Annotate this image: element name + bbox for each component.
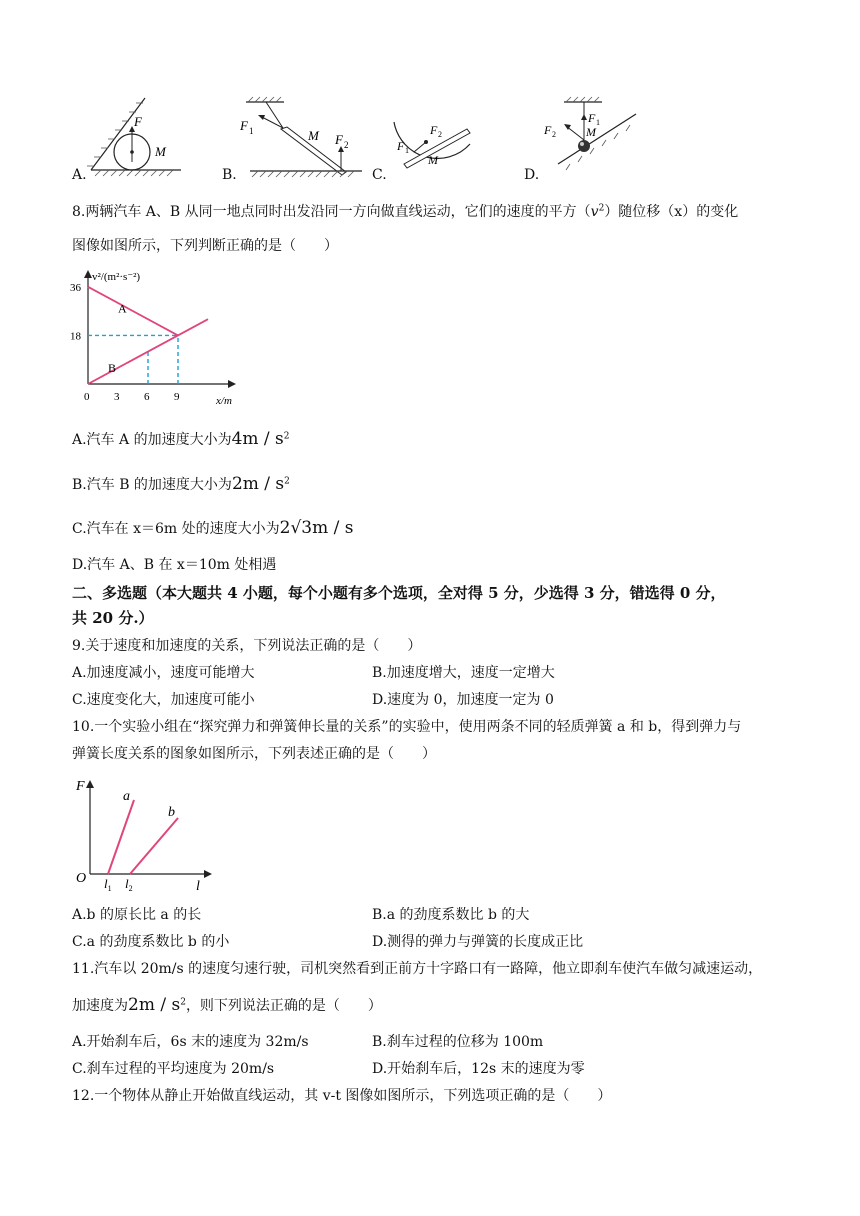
x-tick-label-3: 3 <box>114 391 120 403</box>
x-axis-arrow-icon <box>204 870 212 878</box>
q8-option-a: A.汽车 A 的加速度大小为$4m / s^2$ <box>72 429 290 449</box>
y-axis-arrow-icon <box>86 780 94 788</box>
mass-label-m: M <box>586 125 596 139</box>
q8-option-a-value: 4m / s <box>231 429 284 449</box>
q11-stem-text-end: ，则下列说法正确的是（ ） <box>185 998 382 1014</box>
mass-label-m: M <box>428 153 438 167</box>
y-tick-label-18: 18 <box>70 330 81 343</box>
q7-option-d-label: D. <box>524 167 540 183</box>
q8-option-b: B.汽车 B 的加速度大小为$2m / s^2$ <box>72 474 290 494</box>
y-tick-label-36: 36 <box>70 281 81 294</box>
q11-option-c: C.刹车过程的平均速度为 20m/s <box>72 1061 275 1077</box>
x-axis-arrow-icon <box>228 380 236 388</box>
q10-option-d: D.测得的弹力与弹簧的长度成正比 <box>372 934 584 950</box>
subscript-2: 2 <box>552 130 556 139</box>
q7-option-c-label: C. <box>372 167 387 183</box>
q7-figure-a <box>85 92 195 180</box>
tick-l2: $l_2$ <box>125 876 133 893</box>
q8-option-b-text: B.汽车 B 的加速度大小为 <box>72 477 232 493</box>
x-tick-label-6: 6 <box>144 391 150 403</box>
series-a-label: a <box>123 789 130 804</box>
origin-label: O <box>76 871 87 886</box>
series-a-line <box>88 287 178 336</box>
q10-f-l-chart <box>68 772 218 896</box>
subscript-1: 1 <box>249 126 254 136</box>
q12-stem: 12.一个物体从静止开始做直线运动，其 v-t 图像如图所示，下列选项正确的是（ ） <box>72 1088 612 1104</box>
q8-stem-line2: 图像如图所示，下列判断正确的是（ ） <box>72 238 338 254</box>
q8-option-c <box>72 518 354 539</box>
q11-stem-line2: 加速度为$2m / s^2$，则下列说法正确的是（ ） <box>72 995 382 1015</box>
series-a-label: A <box>118 301 127 316</box>
force-label-f2: F <box>430 123 438 137</box>
q8-option-c-value: 2√3m / s <box>279 518 354 538</box>
q8-stem-line1: 8.两辆汽车 A、B 从同一地点同时出发沿同一方向做直线运动，它们的速度的平方$(v^2)$随位移（x）的变化 <box>72 203 739 220</box>
q7-option-a-label: A. <box>72 167 87 183</box>
q8-option-d: D.汽车 A、B 在 x＝10m 处相遇 <box>72 557 277 573</box>
q10-stem-line1: 10.一个实验小组在“探究弹力和弹簧伸长量的关系”的实验中，使用两条不同的轻质弹簧 a 和 b，得到弹力与 <box>72 719 742 735</box>
q10-stem-line2: 弹簧长度关系的图象如图所示，下列表述正确的是（ ） <box>72 746 436 762</box>
force-label-f2: F <box>544 123 552 137</box>
q10-option-b: B.a 的劲度系数比 b 的大 <box>372 907 530 923</box>
q11-option-b: B.刹车过程的位移为 100m <box>372 1034 544 1050</box>
q9-option-b: B.加速度增大，速度一定增大 <box>372 665 555 681</box>
q11-acceleration-value: 2m / s <box>128 995 181 1015</box>
series-b-line <box>130 818 178 874</box>
y-axis-label: v²/(m²·s⁻²) <box>92 271 141 283</box>
x-axis-label: x/m <box>216 395 232 407</box>
force-label-f2: F <box>335 132 343 147</box>
q11-stem-text: 加速度为 <box>72 998 128 1014</box>
q8-option-c-text: C.汽车在 x＝6m 处的速度大小为 <box>72 521 280 537</box>
q8-v2-x-chart <box>64 266 274 412</box>
section2-heading-line2: 共 20 分.） <box>72 609 154 627</box>
q10-option-a: A.b 的原长比 a 的长 <box>72 907 202 923</box>
subscript-1: 1 <box>596 118 600 127</box>
q7-figure-b <box>236 96 368 180</box>
q11-option-d: D.开始刹车后，12s 末的速度为零 <box>372 1061 585 1077</box>
q11-stem-line1: 11.汽车以 20m/s 的速度匀速行驶，司机突然看到正前方十字路口有一路障，他立即刹车使汽车做匀减速运动， <box>72 961 763 977</box>
y-axis-arrow-icon <box>84 270 92 278</box>
subscript-1: 1 <box>405 146 409 155</box>
mass-label-m: M <box>308 128 319 143</box>
x-tick-label-0: 0 <box>84 391 90 403</box>
q8-option-a-text: A.汽车 A 的加速度大小为 <box>72 432 232 448</box>
x-axis-label: l <box>196 879 200 894</box>
q9-option-a: A.加速度减小，速度可能增大 <box>72 665 255 681</box>
x-tick-label-9: 9 <box>174 391 180 403</box>
q7-figure-d <box>540 96 640 180</box>
series-b-label: B <box>108 360 117 375</box>
q10-option-c: C.a 的劲度系数比 b 的小 <box>72 934 230 950</box>
q9-option-d: D.速度为 0，加速度一定为 0 <box>372 692 554 708</box>
q8-stem-text: 8.两辆汽车 A、B 从同一地点同时出发沿同一方向做直线运动，它们的速度的平方（ <box>72 204 591 220</box>
q8-option-b-value: 2m / s <box>231 474 285 494</box>
y-axis-label: F <box>76 779 85 794</box>
q9-option-c: C.速度变化大，加速度可能小 <box>72 692 255 708</box>
q7-option-b-label: B. <box>222 167 237 183</box>
force-label-f1: F <box>240 118 248 133</box>
force-label-f1: F <box>588 111 596 125</box>
q8-stem-text-end: ）随位移（x）的变化 <box>604 204 739 220</box>
subscript-2: 2 <box>438 130 442 139</box>
series-b-label: b <box>168 805 175 820</box>
series-a-line <box>108 800 134 874</box>
q7-figure-c <box>384 112 484 180</box>
subscript-2: 2 <box>344 140 349 150</box>
q11-option-a: A.开始刹车后，6s 末的速度为 32m/s <box>72 1034 309 1050</box>
tick-l1: $l_1$ <box>104 876 112 893</box>
mass-label-m: M <box>155 144 166 159</box>
section2-heading-line1: 二、多选题（本大题共 4 小题，每个小题有多个选项，全对得 5 分，少选得 3 分，错选得 0 分， <box>72 584 726 602</box>
force-label-f1: F <box>397 139 405 153</box>
v-symbol: v <box>590 204 599 220</box>
q9-stem: 9.关于速度和加速度的关系，下列说法正确的是（ ） <box>72 638 422 654</box>
force-label-f: F <box>134 114 142 129</box>
